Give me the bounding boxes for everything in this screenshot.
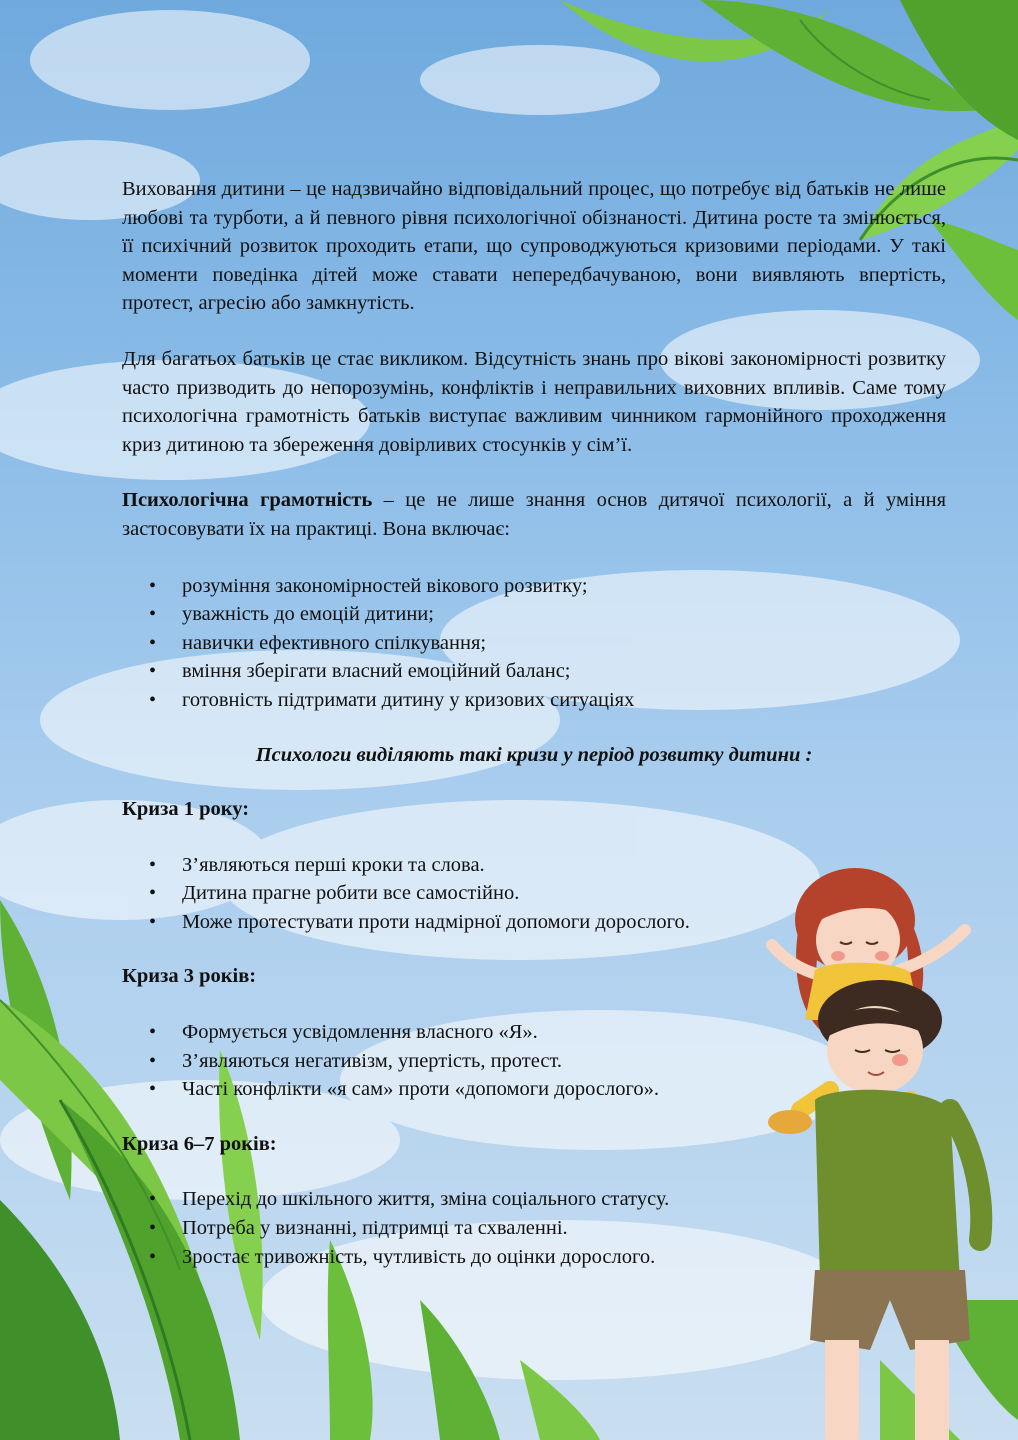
literacy-term: Психологічна грамотність	[122, 489, 373, 512]
list-item: • Перехід до шкільного життя, зміна соціального статусу.	[122, 1185, 946, 1214]
list-item: • уважність до емоцій дитини;	[122, 600, 946, 629]
list-item: • навички ефективного спілкування;	[122, 629, 946, 658]
list-item: • Формується усвідомлення власного «Я».	[122, 1018, 946, 1047]
crisis-3-years-title: Криза 3 років:	[122, 965, 257, 988]
literacy-skills-list	[122, 572, 946, 715]
list-item: • З’являються перші кроки та слова.	[122, 851, 946, 880]
list-item: • Часті конфлікти «я сам» проти «допомоги дорослого».	[122, 1075, 946, 1104]
list-item: • Дитина прагне робити все самостійно.	[122, 879, 946, 908]
list-item: • З’являються негативізм, упертість, протест.	[122, 1047, 946, 1076]
list-item: • Може протестувати проти надмірної допомоги дорослого.	[122, 908, 946, 937]
list-item: • Зростає тривожність, чутливість до оцінки дорослого.	[122, 1243, 946, 1272]
crises-heading: Психологи виділяють такі кризи у період розвитку дитини :	[255, 743, 813, 766]
crisis-6-7-years-title: Криза 6–7 років:	[122, 1132, 277, 1155]
intro-paragraph-2: Для багатьох батьків це стає викликом. Відсутність знань про вікові закономірності розвитку часто призводить до непорозумінь, конфліктів і неправильних виховних впливів. Саме тому психологічна грамотність батьків виступає важливим чинником гармонійного проходження криз дитиною та збереження довірливих стосунків у сім’ї.	[122, 347, 946, 456]
list-item: • розуміння закономірностей вікового розвитку;	[122, 572, 946, 601]
list-item: • Потреба у визнанні, підтримці та схваленні.	[122, 1214, 946, 1243]
list-item: • вміння зберігати власний емоційний баланс;	[122, 657, 946, 686]
crisis-1-year-title: Криза 1 року:	[122, 798, 250, 821]
father-carrying-daughter-illustration	[760, 860, 1018, 1440]
literacy-definition-text: – це не лише знання основ дитячої психології, а й уміння застосовувати їх на практиці. Вона включає:	[122, 489, 947, 540]
list-item: • готовність підтримати дитину у кризових ситуаціях	[122, 686, 946, 715]
literacy-definition	[122, 486, 946, 543]
intro-paragraph-1: Виховання дитини – це надзвичайно відповідальний процес, що потребує від батьків не лише любові та турботи, а й певного рівня психологічної обізнаності. Дитина росте та змінюється, її психічний розвиток проходить етапи, що супроводжуються кризовими періодами. У такі моменти поведінка дітей може ставати непередбачуваною, вони виявляють впертість, протест, агресію або замкнутість.	[122, 178, 946, 315]
